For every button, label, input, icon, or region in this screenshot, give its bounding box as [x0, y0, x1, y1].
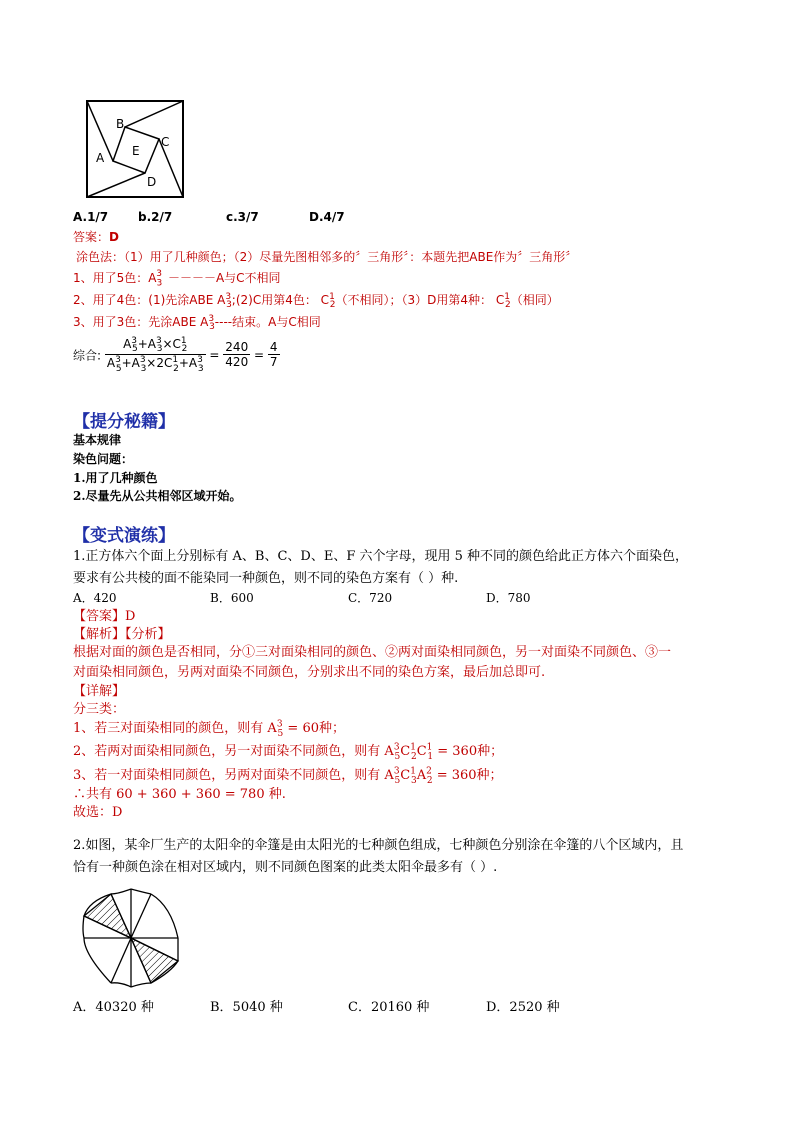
- q1-detail-intro: 分三类：: [73, 702, 126, 717]
- q0-method: 涂色法：（1）用了几种颜色；（2）尽量先图相邻多的〞三角形〞：本题先把ABE作为〞三角形〞: [76, 250, 578, 264]
- q1-option-d: D．780: [486, 591, 531, 605]
- region-label-e: E: [132, 144, 140, 158]
- tips-line2: 染色问题：: [73, 452, 134, 466]
- q1-option-b: B．600: [210, 591, 254, 605]
- q1-analysis-line1: 根据对面的颜色是否相同，分①三对面染相同的颜色、②两对面染相同颜色，另一对面染不同颜色、③一: [73, 645, 672, 660]
- q1-analysis-line2: 对面染相同颜色，另两对面染不同颜色，分别求出不同的染色方案，最后加总即可.: [73, 665, 546, 680]
- q0-option-a: A.1/7: [73, 210, 109, 224]
- q1-option-c: C．720: [348, 591, 393, 605]
- q2-stem-line2: 恰有一种颜色涂在相对区域内，则不同颜色图案的此类太阳伞最多有（ ）.: [73, 860, 498, 875]
- q1-choice: 故选：D: [73, 805, 123, 820]
- q1-detail-head: 【详解】: [73, 684, 126, 699]
- q2-stem-line1: 2.如图，某伞厂生产的太阳伞的伞篷是由太阳光的七种颜色组成，七种颜色分别涂在伞篷的八个区域内，且: [73, 838, 684, 853]
- q1-option-a: A．420: [73, 591, 117, 605]
- tips-line4: 2.尽量先从公共相邻区域开始。: [73, 489, 242, 503]
- q1-stem-line2: 要求有公共棱的面不能染同一种颜色，则不同的染色方案有（ ）种.: [73, 571, 459, 586]
- tips-line3: 1.用了几种颜色: [73, 471, 158, 485]
- practice-heading: 【变式演练】: [73, 526, 175, 546]
- q1-answer: 【答案】D: [73, 609, 136, 624]
- q0-option-d: D.4/7: [309, 210, 345, 224]
- region-label-c: C: [161, 135, 170, 149]
- region-label-b: B: [116, 117, 125, 131]
- umbrella-canopy-figure: [76, 886, 186, 991]
- q2-option-a: A．40320 种: [73, 1000, 154, 1015]
- square-partition-figure: [86, 100, 186, 200]
- region-label-a: A: [96, 151, 105, 165]
- q2-option-b: B．5040 种: [210, 1000, 283, 1015]
- q1-analysis-head: 【解析】【分析】: [73, 627, 171, 642]
- q0-answer: 答案：D: [73, 230, 119, 244]
- tips-heading: 【提分秘籍】: [73, 412, 175, 432]
- q0-combo-formula: 综合: $\frac{A^3_5+A^3_3\times C^1_2}{A^3_5+A^3_3\times 2C^1_2+A^3_3}$ = $\frac{240}{420}$ = $\frac{4}{7}$: [73, 336, 278, 374]
- q0-line2: 2、用了4色：(1)先涂ABE $A^3_3;(2)C$用第4色： $C^1_2$（不相同）；（3）D用第4种： $C^1_2$（相同）: [73, 292, 559, 311]
- tips-line1: 基本规律: [73, 433, 122, 447]
- q1-detail-line1: 1、若三对面染相同的颜色，则有 $A^3_5 = 60$种；: [73, 719, 345, 739]
- q1-detail-line2: 2、若两对面染相同颜色，另一对面染不同颜色，则有 $A^3_5C^1_2C^1_1 = 360$种；: [73, 742, 504, 762]
- region-label-d: D: [147, 175, 157, 189]
- q2-option-d: D．2520 种: [486, 1000, 560, 1015]
- q0-option-c: c.3/7: [226, 210, 259, 224]
- q1-detail-line3: 3、若一对面染相同颜色，另两对面染不同颜色，则有 $A^3_5C^1_3A^2_2 = 360$种；: [73, 766, 503, 786]
- q2-option-c: C．20160 种: [348, 1000, 430, 1015]
- q0-line1: 1、用了5色：$A_3^3 ----A$与C不相同: [73, 269, 281, 289]
- q1-stem-line1: 1.正方体六个面上分别标有 A、B、C、D、E、F 六个字母，现用 5 种不同的颜色给此正方体六个面染色，: [73, 549, 689, 564]
- q0-option-b: b.2/7: [138, 210, 173, 224]
- q0-line3: 3、用了3色：先涂ABE $A^3_3----$结束。A与C相同: [73, 314, 321, 333]
- q1-total: ∴共有 60 + 360 + 360 = 780 种.: [73, 787, 286, 802]
